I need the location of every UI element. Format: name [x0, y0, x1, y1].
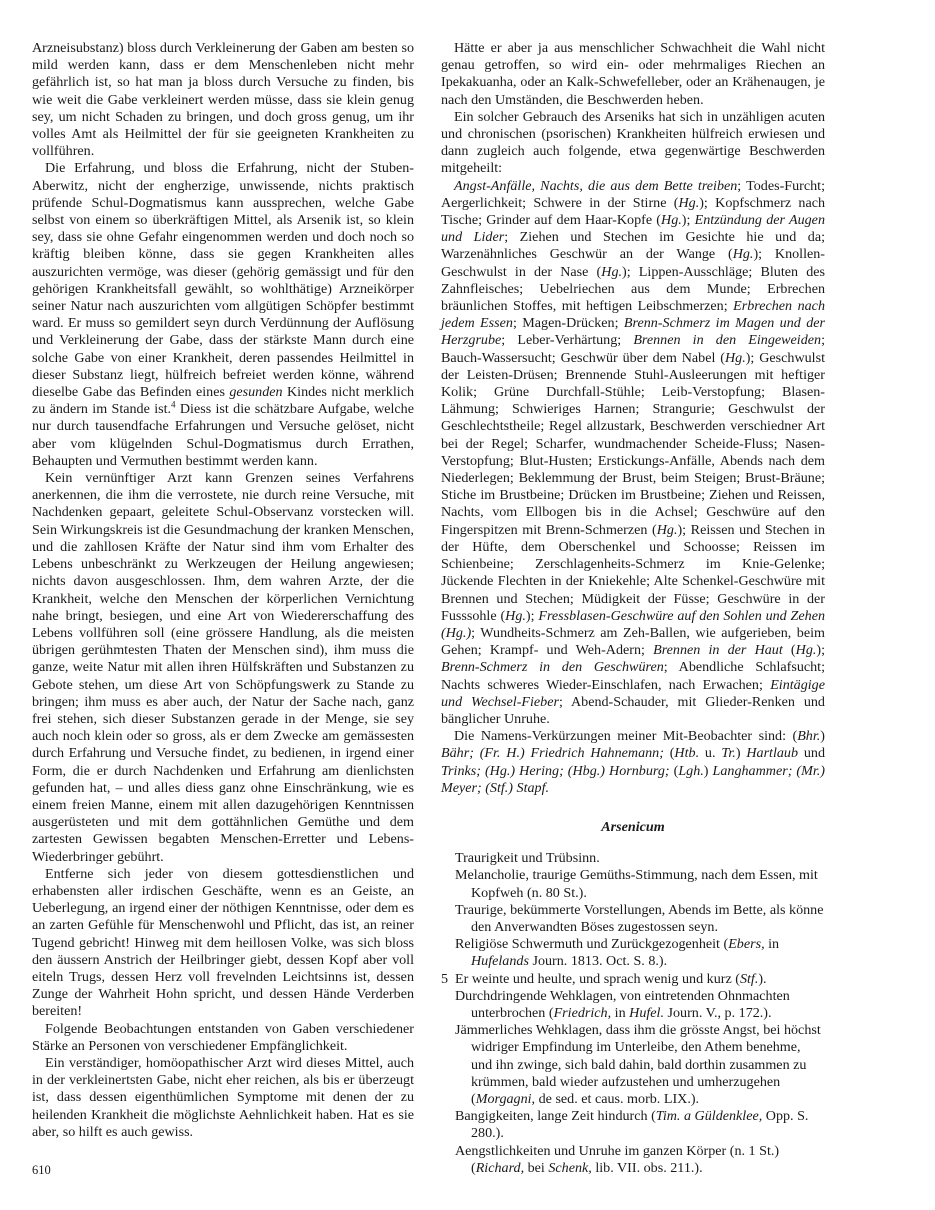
text-run: ( [782, 642, 796, 659]
paragraph [32, 1055, 414, 1141]
italic-text: Trinks; (Hg.) Hering; (Hbg.) Hornburg; [441, 762, 670, 779]
italic-text: Bähr; (Fr. H.) Friedrich Hahnemann; [441, 745, 664, 762]
italic-text: Entzündung der Augen und Lider [441, 212, 825, 246]
text-run: Journ. V., p. 172.). [663, 1004, 772, 1021]
symptom-entry [441, 971, 825, 988]
text-run: ) [703, 762, 713, 779]
italic-text: Ebers, [728, 936, 765, 953]
text-run: ); Lippen-Ausschläge; Bluten des Zahnfleisches; Uebelriechen aus dem Munde; Erbrechen bräunlichen Stoffes, mit heftigen Leibschmerzen; [441, 263, 825, 315]
paragraph [32, 470, 414, 866]
left-column [32, 40, 414, 1141]
paragraph [32, 40, 414, 160]
text-run: Melancholie, traurige Gemüths-Stimmung, nach dem Essen, mit Kopfweh (n. 80 St.). [455, 867, 818, 901]
text-run: ; Ziehen und Stechen im Gesichte hie und da; Warzenähnliches Geschwür an der Wange ( [441, 229, 825, 263]
text-run: Religiöse Schwermuth und Zurückgezogenheit ( [455, 936, 729, 953]
text-run: ) [820, 728, 825, 745]
symptom-entry [441, 936, 825, 970]
italic-text: Bhr. [797, 728, 821, 745]
italic-text: Schenk, [548, 1159, 592, 1176]
section-title: Arsenicum [601, 818, 665, 835]
text-run: u. [699, 745, 722, 762]
text-run: ). [758, 970, 767, 987]
symptom-number: 5 [441, 970, 449, 987]
symptom-entry [441, 1143, 825, 1177]
text-run: Er weinte und heulte, und sprach wenig und kurz ( [455, 970, 740, 987]
text-run: bei [524, 1159, 549, 1176]
italic-text: Hg. [724, 349, 746, 366]
text-run: Aengstlichkeiten und Unruhe im ganzen Körper (n. 1 St.) ( [455, 1142, 780, 1176]
text-run: Folgende Beobachtungen entstanden von Gaben verschiedener Stärke an Personen von verschiedener Empfänglichkeit. [32, 1020, 414, 1054]
text-run: ) [735, 745, 747, 762]
symptom-entry [441, 850, 825, 867]
italic-text: Angst-Anfälle, Nachts, die aus dem Bette treiben [454, 177, 738, 194]
italic-text: Langhammer; (Mr.) Meyer; (Stf.) Stapf. [441, 762, 826, 796]
italic-text: Morgagni, [475, 1090, 536, 1107]
text-run: ; Todes-Furcht; Aergerlichkeit; Schwere in der Stirne ( [441, 177, 825, 211]
text-run: Kindes nicht merklich zu ändern im Stande ist. [32, 384, 414, 418]
italic-text: gesunden [229, 384, 283, 401]
text-run: ); [816, 642, 825, 659]
text-run: ; Wundheits-Schmerz am Zeh-Ballen, wie aufgerieben, beim Gehen; Krampf- und Weh-Adern; [441, 624, 825, 659]
italic-text: Fressblasen-Geschwüre auf den Sohlen und Zehen (Hg.) [441, 607, 825, 641]
symptom-entry [441, 988, 825, 1022]
text-run: Durchdringende Wehklagen, von eintretenden Ohnmachten unterbrochen ( [455, 987, 790, 1021]
text-run: ); [681, 212, 695, 229]
symptom-list [441, 850, 825, 1177]
text-run: ); Kopfschmerz nach Tische; Grinder auf dem Haar-Kopfe ( [441, 194, 825, 229]
paragraph [441, 178, 825, 729]
text-run: Bangigkeiten, lange Zeit hindurch ( [455, 1108, 656, 1125]
text-run: Ein verständiger, homöopathischer Arzt wird dieses Mittel, auch in der verkleinertsten Gabe, nicht eher reichen, als bis er überzeugt ist, dass dessen eigenthümlichen Symptome mit denen der zu heilenden Krankheit die möglichste Aehnlichkeit haben. Hat es sie aber, so hilft es auch gewiss. [32, 1054, 414, 1140]
italic-text: Erbrechen nach jedem Essen [441, 298, 825, 332]
italic-text: Hg. [601, 263, 623, 280]
italic-text: Brenn-Schmerz im Magen und der Herzgrube [441, 315, 825, 349]
paragraph [441, 40, 825, 109]
paragraph [32, 160, 414, 470]
symptom-entry [441, 1022, 825, 1108]
paragraph [441, 109, 825, 178]
italic-text: Stf. [739, 970, 759, 987]
text-run: Die Namens-Verkürzungen meiner Mit-Beobachter sind: ( [454, 728, 798, 745]
text-run: ; Abend-Schauder, mit Glieder-Renken und bänglicher Unruhe. [441, 693, 825, 727]
text-run: lib. VII. obs. 211.). [591, 1159, 703, 1176]
text-run: Journ. 1813. Oct. S. 8.). [528, 953, 668, 970]
text-run: ; Magen-Drücken; [512, 315, 624, 332]
text-run: Entferne sich jeder von diesem gottesdienstlichen und erhabensten aller irdischen Geschäfte, wenn es an Geiste, an Ueberlegung, an irgend einer der nöthigen Kenntnisse, oder dem es an zarten Gefühle für Menschenwohl und Pflicht, das ist, an reiner Tugend gebricht! Hinweg mit dem heillosen Volke, was sich bloss den äussern Anstrich der Heilbringer giebt, dessen Kopf aber voll eiteln Trugs, dessen Herz voll frevelnden Leichtsinns ist, dessen Zunge der Wahrheit Hohn spricht, und dessen Hände Verderben bereiten! [32, 865, 414, 1020]
text-run: de sed. et caus. morb. LIX.). [535, 1090, 700, 1107]
right-paragraphs [441, 40, 825, 797]
text-run: Die Erfahrung, und bloss die Erfahrung, nicht der Stuben-Aberwitz, nicht der engherzige, unwissende, nichts praktisch prüfende Schul-Dogmatismus kann aussprechen, welche Gabe selbst von einem so überkräftigen Mittel, als Arsenik ist, so klein sey, dass sie ohne Gefahr eingenommen werden und doch noch so kräftig bleiben könne, dass sie gegen Krankheiten alles auszurichten vermöge, was dieser (gehörig gemässigt und für den gehörigen Krankheitsfall gewählt, so wohlthätige) Arzneikörper seiner Natur nach auszurichten vom allgütigen Schöpfer bestimmt ward. Er muss so gemildert seyn durch Verdünnung der Auflösung und Verkleinerung der Gabe, dass der stärkste Mann durch eine solche Gabe von einer Krankheit, deren passendes Heilmittel in dieser Substanz liegt, hülfreich befreiet werden könne, während dieselbe Gabe das Befinden eines [32, 160, 414, 401]
italic-text: Friedrich, [553, 1004, 612, 1021]
symptom-entry [441, 902, 825, 936]
italic-text: Hufel. [629, 1004, 664, 1021]
paragraph [441, 728, 825, 797]
italic-text: Hg. [656, 521, 678, 538]
italic-text: Eintägige und Wechsel-Fieber [441, 676, 825, 710]
text-run: Traurigkeit und Trübsinn. [455, 850, 600, 867]
italic-text: Tim. a Güldenklee, [655, 1108, 763, 1125]
italic-text: Lgh. [678, 762, 704, 779]
text-run: Jämmerliches Wehklagen, dass ihm die grösste Angst, bei höchst widriger Empfindung im Unterleibe, den Athem benehme, und ihn zwinge, sich bald dahin, bald dorthin zusammen zu krümmen, bald wieder aufzustehen und umherzugehen ( [455, 1022, 821, 1107]
page-number: 610 [32, 1163, 51, 1177]
italic-text: Hg. [505, 607, 526, 624]
italic-text: Hufelands [471, 953, 529, 970]
text-run: Arzneisubstanz) bloss durch Verkleinerung der Gaben am besten so mild werden kann, dass er dem Menschenleben nicht mehr gefährlich ist, so hat man ja bloss durch Versuche zu finden, bis wie weit die Gabe verkleinert werden müsse, dass sie klein genug sey, um nicht Schaden zu bringen, und doch gross genug, um ihr volles Amt als Heilmittel der für sie geeigneten Krankheiten zu vollführen. [32, 40, 414, 160]
italic-text: Brennen in den Eingeweiden [633, 332, 822, 349]
italic-text: Hg. [678, 194, 700, 211]
text-run: ( [669, 762, 679, 779]
text-run: Hätte er aber ja aus menschlicher Schwachheit die Wahl nicht genau getroffen, so wird ein- oder mehrmaliges Riechen an Ipekakuanha, oder an Kalk-Schwefelleber, oder an Krähenaugen, je nach den Umständen, die Beschwerden heben. [441, 40, 825, 108]
paragraph [32, 1021, 414, 1055]
text-run: in [764, 936, 780, 953]
text-run: Ein solcher Gebrauch des Arseniks hat sich in unzähligen acuten und chronischen (psorischen) Krankheiten hülfreich erwiesen und dann zugleich auch folgende, etwa gegenwärtige Beschwerden mitgeheilt: [441, 108, 825, 177]
text-run: ); [525, 607, 539, 624]
italic-text: Brenn-Schmerz in den Geschwüren [441, 659, 664, 676]
symptom-entry [441, 1108, 825, 1142]
italic-text: Hg. [795, 642, 817, 659]
italic-text: Hg. [661, 212, 682, 229]
text-run: und [798, 745, 825, 762]
text-run: Diess ist die schätzbare Aufgabe, welche nur durch tausendfache Erfahrungen und Versuche gelöset, nicht aber vom klügelnden Schul-Dogmatismus durch Errathen, Behaupten und Vermuthen bestimmt werden kann. [32, 401, 414, 469]
text-run: in [611, 1004, 630, 1021]
italic-text: Hg. [732, 246, 754, 263]
italic-text: Richard, [475, 1159, 525, 1176]
text-run: Opp. S. 280.). [471, 1108, 809, 1142]
text-run: ); Reissen und Stechen in der Hüfte, dem Oberschenkel und Schoosse; Reissen im Schienbeine; Zerschlagenheits-Schmerz im Knie-Gelenke; Jückende Flechten in der Kniekehle; Alte Schenkel-Geschwüre mit Brennen und Stechen; Müdigkeit der Füsse; Geschwüre in der Fusssohle ( [441, 521, 825, 624]
paragraph [32, 866, 414, 1021]
text-run: Traurige, bekümmerte Vorstellungen, Abends im Bette, als könne den Anverwandten Böses zugestossen seyn. [455, 901, 824, 935]
text-run: ; Abendliche Schlafsucht; Nachts schweres Wieder-Einschlafen, nach Erwachen; [441, 659, 825, 693]
text-run: ; Leber-Verhärtung; [501, 332, 634, 349]
italic-text: Tr. [721, 745, 736, 762]
italic-text: Htb. [674, 745, 700, 762]
italic-text: Brennen in der Haut [653, 642, 783, 659]
text-run: Kein vernünftiger Arzt kann Grenzen seines Verfahrens anerkennen, die ihm die verrostete, nie durch reine Versuche, mit Nachdenken gepaart, geleitete Schul-Observanz vorstecken will. Sein Wirkungskreis ist die Gesundmachung der kranken Menschen, und die zahllosen Kräfte der Natur sind ihm vom Erhalter des Lebens unbeschränkt zu Werkzeugen der Heilung angewiesen; nichts davon ausgeschlossen. Ihm, dem wahren Arzte, der die Krankheit, welche den Menschen der körperlichen Vernichtung nahe bringt, besiegen, und eine Art von Wiedererschaffung des Lebens vollführen soll (eine grössere Handlung, als die meisten übrigen gerühmtesten Thaten der Menschen sind), ihm muss die ganze, weite Natur mit allen ihren Hülfskräften und Substanzen zu Gebote stehen, um diese Art von Schöpfungswerk zu Stande zu bringen; ihm muss es aber auch, der Natur der Sache nach, ganz frei stehen, sich dieser Substanzen gerade in der Menge, sie sey auch noch klein oder so gross, als er dem Zwecke am gemässesten durch Erfahrung und Versuche findet, zu bedienen, in irgend einer Form, die er durch Nachdenken und Erfahrung am dienlichsten gefunden hat, – und alles diess ganz ohne Einschränkung, wie es einem freien Manne, einem mit allen dazugehörigen Kenntnissen ausgerüsteten und mit dem gottähnlichen Gemüthe und dem zartesten Gewissen begabten Menschen-Erretter und Lebens-Wiederbringer gebührt. [32, 470, 414, 865]
right-column [441, 40, 825, 1177]
text-run: ); Knollen-Geschwulst in der Nase ( [441, 246, 825, 280]
text-run: ); Geschwulst der Leisten-Drüsen; Brennende Stuhl-Ausleerungen mit heftiger Kolik; Grüne Durchfall-Stühle; Leib-Verstopfung; Blasen-Lähmung; Schwieriges Harnen; Strangurie; Geschwulst der Geschlechtstheile; Regel allzustark, Beschwerden verschiedner Art bei der Regel; Scharfer, wundmachender Scheide-Fluss; Nasen-Verstopfung; Blut-Husten; Erstickungs-Anfälle, Abends nach dem Niederlegen; Beklemmung der Brust, beim Steigen; Brust-Bräune; Stiche im Brustbeine; Drücken im Brustbeine; Ziehen und Reissen, Nachts, vom Ellbogen bis in die Achsel; Geschwüre auf den Fingerspitzen mit Brenn-Schmerzen ( [441, 349, 825, 538]
text-run: ; Bauch-Wassersucht; Geschwür über dem Nabel ( [441, 332, 825, 366]
italic-text: Hartlaub [746, 745, 799, 762]
symptom-entry [441, 867, 825, 901]
text-run: ( [663, 745, 675, 762]
footnote-marker: 4 [171, 399, 176, 410]
